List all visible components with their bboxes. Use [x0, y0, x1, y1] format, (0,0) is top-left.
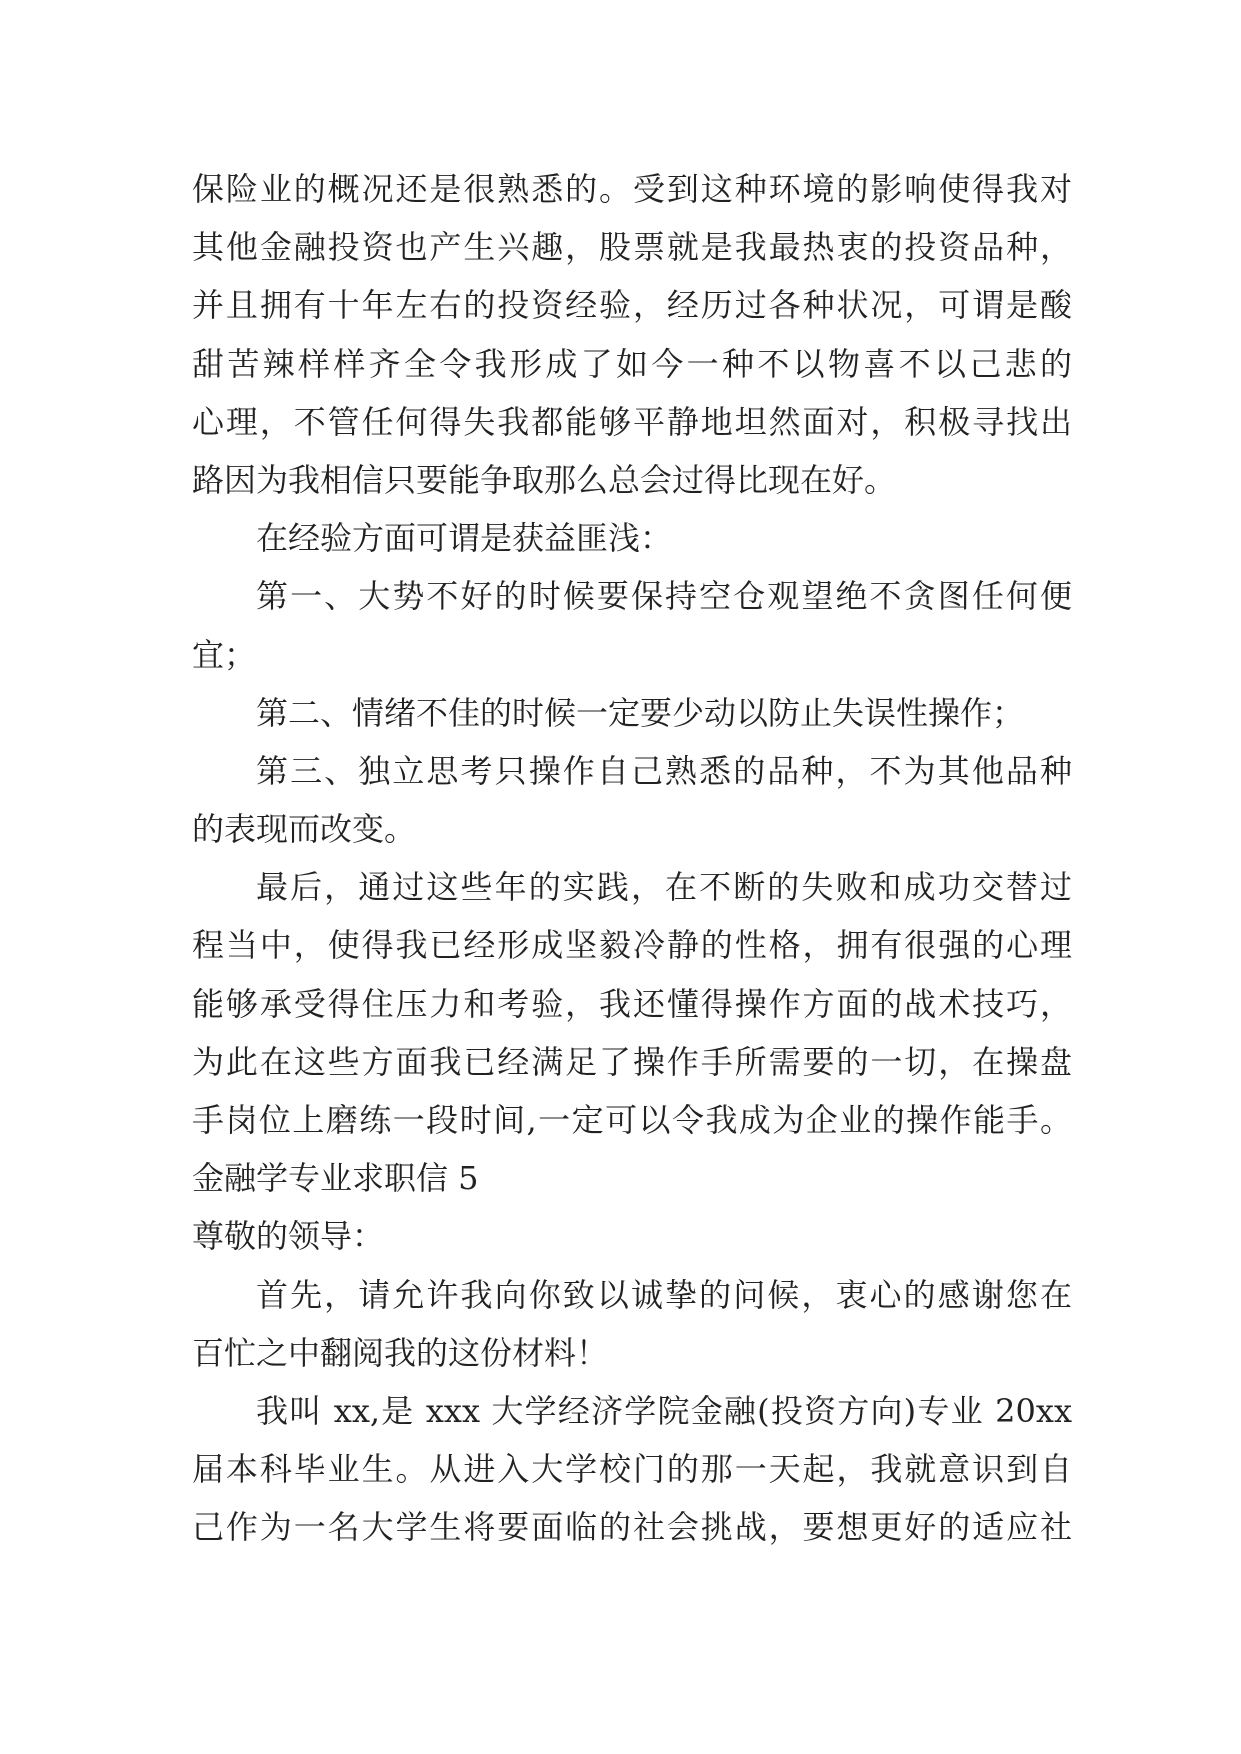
- text-line: 宜；: [192, 635, 257, 674]
- text-line: 路因为我相信只要能争取那么总会过得比现在好。: [192, 460, 897, 499]
- text-line: 在经验方面可谓是获益匪浅：: [256, 519, 673, 558]
- text-line: 甜苦辣样样齐全令我形成了如今一种不以物喜不以己悲的: [192, 344, 1072, 383]
- text-line: 并且拥有十年左右的投资经验，经历过各种状况，可谓是酸: [192, 286, 1072, 325]
- text-line: 手岗位上磨练一段时间,一定可以令我成为企业的操作能手。: [192, 1101, 1072, 1139]
- text-line: 能够承受得住压力和考验，我还懂得操作方面的战术技巧，: [192, 984, 1072, 1023]
- text-line: 程当中，使得我已经形成坚毅冷静的性格，拥有很强的心理: [192, 926, 1072, 965]
- text-line: 第三、独立思考只操作自己熟悉的品种，不为其他品种: [256, 751, 1072, 790]
- text-line: 百忙之中翻阅我的这份材料！: [192, 1333, 609, 1372]
- text-line: 心理，不管任何得失我都能够平静地坦然面对，积极寻找出: [192, 402, 1072, 441]
- text-line: 金融学专业求职信 5: [192, 1159, 479, 1198]
- text-line: 己作为一名大学生将要面临的社会挑战，要想更好的适应社: [192, 1508, 1072, 1547]
- text-line: 为此在这些方面我已经满足了操作手所需要的一切，在操盘: [192, 1042, 1072, 1081]
- text-line: 保险业的概况还是很熟悉的。受到这种环境的影响使得我对: [192, 170, 1072, 208]
- text-line: 最后，通过这些年的实践，在不断的失败和成功交替过: [256, 868, 1072, 907]
- text-line: 的表现而改变。: [192, 810, 417, 849]
- document-body: [192, 160, 1072, 1557]
- text-line: 届本科毕业生。从进入大学校门的那一天起，我就意识到自: [192, 1450, 1072, 1489]
- text-line: 首先，请允许我向你致以诚挚的问候，衷心的感谢您在: [256, 1275, 1072, 1314]
- text-line: 第一、大势不好的时候要保持空仓观望绝不贪图任何便: [256, 577, 1072, 616]
- text-line: 第二、情绪不佳的时候一定要少动以防止失误性操作；: [256, 693, 1025, 732]
- text-line: 尊敬的领导：: [192, 1217, 385, 1256]
- text-line: 其他金融投资也产生兴趣，股票就是我最热衷的投资品种，: [192, 228, 1072, 267]
- text-line: 我叫 xx,是 xxx 大学经济学院金融(投资方向)专业 20xx: [256, 1391, 1072, 1430]
